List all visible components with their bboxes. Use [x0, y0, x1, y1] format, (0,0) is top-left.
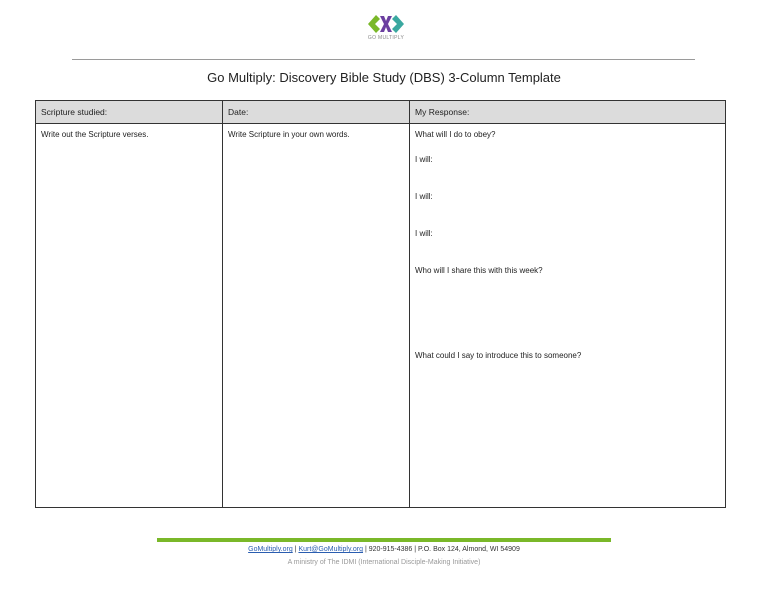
header-date: Date: — [223, 101, 410, 124]
email-link[interactable]: Kurt@GoMultiply.org — [298, 546, 364, 553]
website-link[interactable]: GoMultiply.org — [248, 546, 293, 553]
obey-question: What will I do to obey? — [415, 130, 496, 139]
introduce-question: What could I say to introduce this to someone? — [415, 351, 582, 360]
header-divider — [72, 59, 695, 60]
i-will-1: I will: — [415, 155, 433, 164]
go-multiply-logo — [364, 12, 408, 46]
multiply-x-icon — [366, 12, 406, 36]
share-question: Who will I share this with this week? — [415, 266, 543, 275]
ministry-note: A ministry of The IDMI (International Disciple-Making Initiative) — [287, 559, 481, 566]
footer-accent-bar — [157, 538, 611, 542]
header-scripture-studied: Scripture studied: — [36, 101, 223, 124]
own-words-prompt: Write Scripture in your own words. — [228, 130, 350, 139]
footer-contact-line — [0, 546, 768, 553]
header-my-response: My Response: — [410, 101, 726, 124]
response-cell[interactable] — [410, 124, 726, 508]
page-title: Go Multiply: Discovery Bible Study (DBS) 3-Column Template — [207, 70, 561, 85]
footer-contact-details: | 920-915-4386 | P.O. Box 124, Almond, WI 54909 — [363, 546, 520, 553]
i-will-3: I will: — [415, 229, 433, 238]
footer-separator: | — [292, 546, 299, 553]
scripture-cell[interactable] — [36, 124, 223, 508]
i-will-2: I will: — [415, 192, 433, 201]
own-words-cell[interactable] — [223, 124, 410, 508]
scripture-prompt: Write out the Scripture verses. — [41, 130, 149, 139]
dbs-template-table — [35, 100, 726, 508]
logo-text: GO MULTIPLY — [367, 35, 405, 41]
